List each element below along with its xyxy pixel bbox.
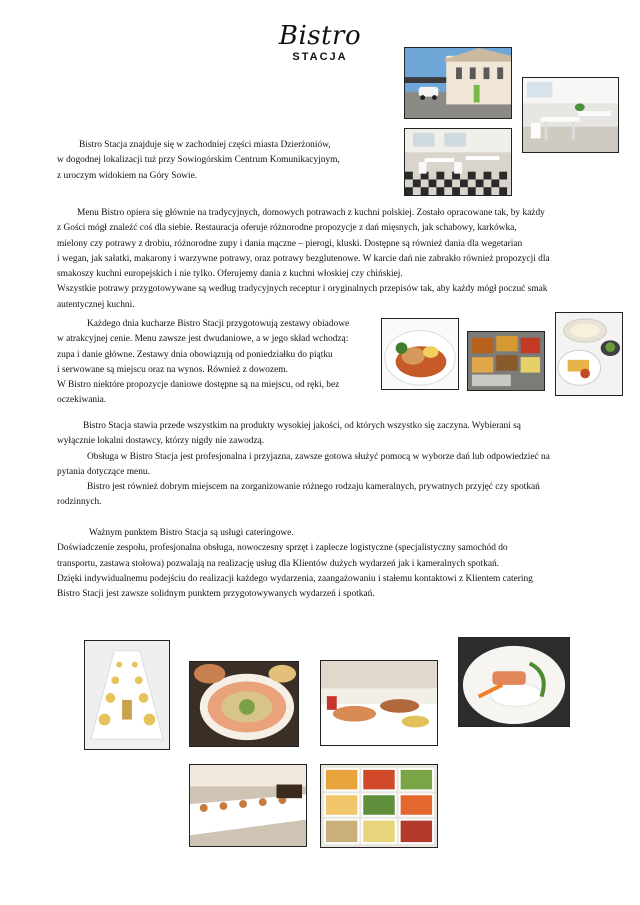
quality-line-1: Bistro Stacja stawia przede wszystkim na produkty wysokiej jakości, od których wszystko się zaczyna. Wybierani są <box>83 421 521 431</box>
catering-line-5: Bistro Stacji jest zawsze solidnym punktem przygotowywanych wydarzeń i spotkań. <box>57 589 375 600</box>
building-photo <box>404 47 512 119</box>
intro-line-1: Bistro Stacja znajduje się w zachodniej części miasta Dzierżoniów, <box>79 140 331 150</box>
logo-sub-text: STACJA <box>292 51 348 63</box>
quality-line-4: pytania dotyczące menu. <box>57 466 150 477</box>
quality-paragraph <box>57 419 600 511</box>
menu-line-1: Menu Bistro opiera się głównie na tradycyjnych, domowych potrawach z kuchni polskiej. Zostało opracowane tak, by każdy <box>77 208 545 218</box>
quality-line-6: rodzinnych. <box>57 497 102 508</box>
daily-line-1: Każdego dnia kucharze Bistro Stacji przygotowują zestawy obiadowe <box>87 319 350 329</box>
menu-line-3: mielony czy potrawy z drobiu, różnorodne zupy i dania mączne – pierogi, kluski. Dostępne są również dania dla wegetarian <box>57 238 523 249</box>
daily-line-3: zupa i danie główne. Zestawy dnia obowiązują od poniedziałku do piątku <box>57 349 333 360</box>
intro-paragraph <box>57 138 392 184</box>
daily-line-2: w atrakcyjnej cenie. Menu zawsze jest dwudaniowe, a w jego skład wchodzą: <box>57 334 349 345</box>
catering-line-2: Doświadczenie zespołu, profesjonalna obsługa, nowoczesny sprzęt i zaplecze logistyczne (specjalistyczny samochód do <box>57 543 508 554</box>
daily-line-6: oczekiwania. <box>57 395 107 406</box>
menu-line-2: z Gości mógł znaleźć coś dla siebie. Restauracja oferuje różnorodne propozycje z dań mięsnych, jak schabowy, karkówka, <box>57 223 517 234</box>
salmon-photo <box>458 637 570 727</box>
menu-line-7: autentycznej kuchni. <box>57 299 135 310</box>
catering-paragraph <box>57 526 600 602</box>
logo <box>276 22 364 76</box>
banquet-table-photo <box>84 640 170 750</box>
daily-line-5: W Bistro niektóre propozycje daniowe dostępne są na miejscu, od ręki, bez <box>57 380 340 391</box>
daily-paragraph <box>57 317 377 409</box>
catering-line-1: Ważnym punktem Bistro Stacja są usługi cateringowe. <box>89 528 294 538</box>
buffet-trays-photo <box>467 331 545 391</box>
catering-line-3: transportu, zastawa stołowa) pozwalają na realizację usług dla Klientów dużych wydarzeń jak i kameralnych spotkań. <box>57 558 500 569</box>
soup-set-photo <box>555 312 623 396</box>
dining-room-photo <box>404 128 512 196</box>
daily-line-4: i serwowane są miejscu oraz na wynos. Również z dowozem. <box>57 364 288 375</box>
catering-hall-photo <box>320 660 438 746</box>
interior-photo <box>522 77 619 153</box>
salads-photo <box>320 764 438 848</box>
intro-line-2: w dogodnej lokalizacji tuż przy Sowiogórskim Centrum Komunikacyjnym, <box>57 155 340 166</box>
menu-line-6: Wszystkie potrawy przygotowywane są według tradycyjnych receptur i oryginalnych przepisów tak, aby każdy mógł poczuć smak <box>57 284 548 295</box>
platter-photo <box>189 661 299 747</box>
menu-line-5: smakoszy kuchni europejskich i nie tylko. Oferujemy dania z kuchni włoskiej czy chińskiej. <box>57 269 403 280</box>
menu-line-4: i wegan, jak sałatki, makarony i warzywne potrawy, oraz potrawy bezglutenowe. W karcie dań nie zabrakło również propozycji dla <box>57 253 550 264</box>
quality-line-2: wyłącznie lokalni dostawcy, którzy nigdy nie zawodzą. <box>57 436 265 447</box>
intro-line-3: z uroczym widokiem na Góry Sowie. <box>57 170 198 181</box>
long-table-photo <box>189 764 307 847</box>
dish-photo <box>381 318 459 390</box>
menu-paragraph <box>57 206 600 313</box>
catering-line-4: Dzięki indywidualnemu podejściu do realizacji każdego wydarzenia, zaangażowaniu i stałemu kontaktowi z Klientem catering <box>57 573 533 584</box>
quality-line-5: Bistro jest również dobrym miejscem na zorganizowanie różnego rodzaju kameralnych, prywatnych przyjęć czy spotkań <box>87 482 540 493</box>
quality-line-3: Obsługa w Bistro Stacja jest profesjonalna i przyjazna, zawsze gotowa służyć pomocą w wyborze dań lub odpowiedzieć na <box>87 451 550 462</box>
logo-script-text: Bistro <box>278 21 362 51</box>
